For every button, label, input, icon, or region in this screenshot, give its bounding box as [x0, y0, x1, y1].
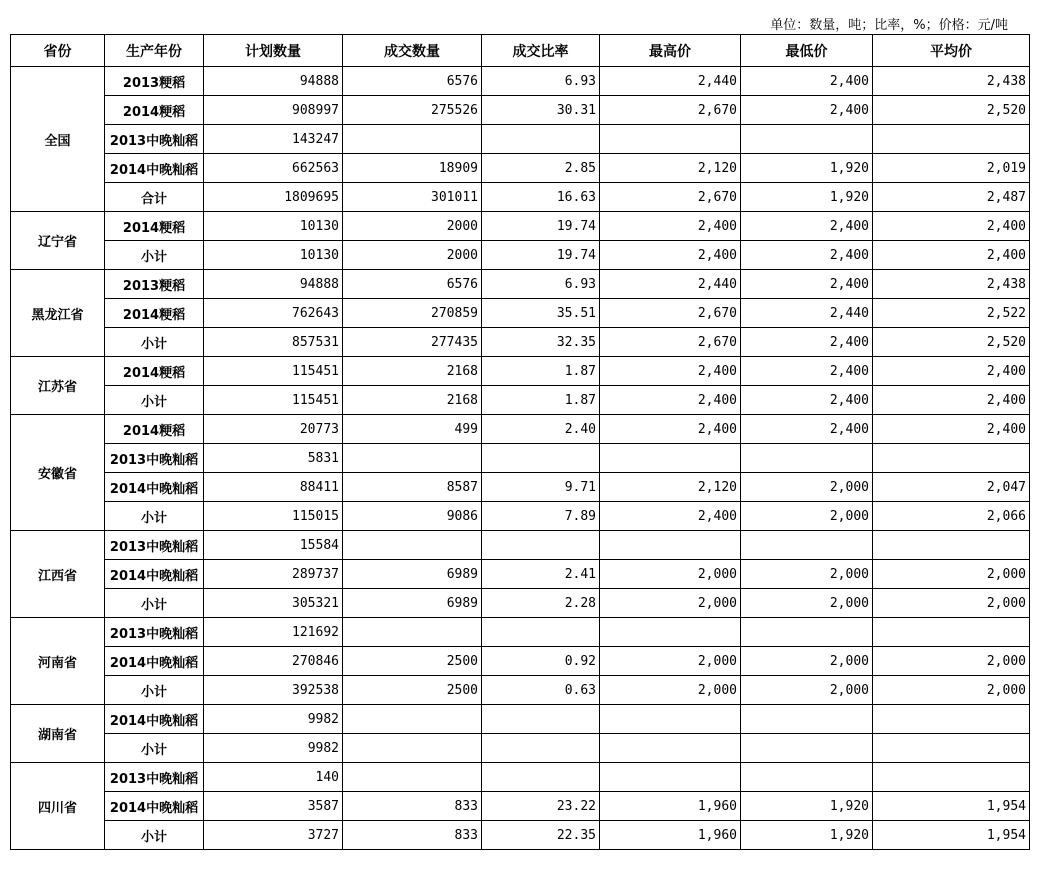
table-row — [11, 647, 1030, 676]
year-cell: 小计 — [105, 676, 204, 705]
table-row — [11, 328, 1030, 357]
trade-ratio-cell: 0.63 — [482, 676, 600, 705]
year-cell: 2013中晚籼稻 — [105, 444, 204, 473]
min-price-cell: 2,000 — [741, 647, 873, 676]
year-cell: 2014中晚籼稻 — [105, 705, 204, 734]
trade-ratio-cell — [482, 734, 600, 763]
table-row — [11, 676, 1030, 705]
planned-qty-cell: 857531 — [204, 328, 343, 357]
min-price-cell — [741, 444, 873, 473]
province-cell: 安徽省 — [11, 415, 105, 531]
avg-price-cell: 2,400 — [873, 386, 1030, 415]
year-cell: 2014粳稻 — [105, 299, 204, 328]
year-cell: 2013粳稻 — [105, 270, 204, 299]
avg-price-cell — [873, 444, 1030, 473]
traded-qty-cell — [343, 618, 482, 647]
max-price-cell — [600, 444, 741, 473]
trade-ratio-cell — [482, 705, 600, 734]
table-row — [11, 821, 1030, 850]
avg-price-cell — [873, 531, 1030, 560]
traded-qty-cell: 277435 — [343, 328, 482, 357]
planned-qty-cell: 15584 — [204, 531, 343, 560]
max-price-cell — [600, 763, 741, 792]
table-row — [11, 415, 1030, 444]
table-row — [11, 270, 1030, 299]
avg-price-cell: 2,522 — [873, 299, 1030, 328]
trade-ratio-cell: 6.93 — [482, 270, 600, 299]
traded-qty-cell — [343, 705, 482, 734]
max-price-cell: 2,400 — [600, 386, 741, 415]
min-price-cell: 2,400 — [741, 386, 873, 415]
province-cell: 江苏省 — [11, 357, 105, 415]
min-price-cell: 2,400 — [741, 212, 873, 241]
planned-qty-cell: 289737 — [204, 560, 343, 589]
min-price-cell — [741, 125, 873, 154]
year-cell: 小计 — [105, 502, 204, 531]
avg-price-cell — [873, 763, 1030, 792]
max-price-cell: 2,400 — [600, 357, 741, 386]
planned-qty-cell: 1809695 — [204, 183, 343, 212]
min-price-cell: 2,000 — [741, 502, 873, 531]
min-price-cell: 2,400 — [741, 415, 873, 444]
traded-qty-cell — [343, 734, 482, 763]
avg-price-cell: 2,438 — [873, 67, 1030, 96]
min-price-cell — [741, 618, 873, 647]
min-price-cell: 2,400 — [741, 241, 873, 270]
table-row — [11, 763, 1030, 792]
year-cell: 2014粳稻 — [105, 96, 204, 125]
province-cell: 全国 — [11, 67, 105, 212]
trade-ratio-cell — [482, 763, 600, 792]
planned-qty-cell: 94888 — [204, 270, 343, 299]
table-row — [11, 444, 1030, 473]
table-row — [11, 705, 1030, 734]
table-row — [11, 212, 1030, 241]
max-price-cell: 1,960 — [600, 792, 741, 821]
table-row — [11, 241, 1030, 270]
avg-price-cell — [873, 125, 1030, 154]
planned-qty-cell: 3727 — [204, 821, 343, 850]
traded-qty-cell — [343, 444, 482, 473]
traded-qty-cell — [343, 763, 482, 792]
auction-results-table — [10, 34, 1030, 850]
unit-note: 单位：数量，吨；比率，%；价格：元/吨 — [770, 18, 1008, 33]
year-cell: 2013中晚籼稻 — [105, 531, 204, 560]
header-year: 生产年份 — [105, 35, 204, 67]
table-body — [11, 67, 1030, 850]
max-price-cell: 2,670 — [600, 299, 741, 328]
avg-price-cell — [873, 705, 1030, 734]
trade-ratio-cell: 35.51 — [482, 299, 600, 328]
traded-qty-cell: 8587 — [343, 473, 482, 502]
trade-ratio-cell: 1.87 — [482, 386, 600, 415]
max-price-cell — [600, 705, 741, 734]
traded-qty-cell: 6989 — [343, 560, 482, 589]
avg-price-cell: 1,954 — [873, 821, 1030, 850]
max-price-cell: 2,670 — [600, 96, 741, 125]
table-header — [11, 35, 1030, 67]
avg-price-cell: 2,400 — [873, 415, 1030, 444]
traded-qty-cell: 833 — [343, 821, 482, 850]
min-price-cell: 2,400 — [741, 328, 873, 357]
min-price-cell: 2,000 — [741, 473, 873, 502]
table-row — [11, 734, 1030, 763]
planned-qty-cell: 5831 — [204, 444, 343, 473]
max-price-cell: 2,400 — [600, 212, 741, 241]
trade-ratio-cell — [482, 444, 600, 473]
avg-price-cell: 2,520 — [873, 328, 1030, 357]
avg-price-cell: 2,000 — [873, 560, 1030, 589]
trade-ratio-cell — [482, 531, 600, 560]
header-min-price: 最低价 — [741, 35, 873, 67]
trade-ratio-cell: 16.63 — [482, 183, 600, 212]
min-price-cell — [741, 531, 873, 560]
trade-ratio-cell: 9.71 — [482, 473, 600, 502]
planned-qty-cell: 115451 — [204, 357, 343, 386]
year-cell: 2014粳稻 — [105, 212, 204, 241]
traded-qty-cell: 301011 — [343, 183, 482, 212]
trade-ratio-cell — [482, 618, 600, 647]
avg-price-cell: 2,520 — [873, 96, 1030, 125]
traded-qty-cell: 2168 — [343, 357, 482, 386]
table-row — [11, 589, 1030, 618]
header-traded-qty: 成交数量 — [343, 35, 482, 67]
province-cell: 湖南省 — [11, 705, 105, 763]
max-price-cell: 2,400 — [600, 415, 741, 444]
min-price-cell: 1,920 — [741, 154, 873, 183]
year-cell: 小计 — [105, 386, 204, 415]
planned-qty-cell: 115015 — [204, 502, 343, 531]
year-cell: 小计 — [105, 241, 204, 270]
year-cell: 小计 — [105, 328, 204, 357]
traded-qty-cell: 6576 — [343, 270, 482, 299]
traded-qty-cell: 2168 — [343, 386, 482, 415]
traded-qty-cell — [343, 125, 482, 154]
max-price-cell: 2,000 — [600, 560, 741, 589]
traded-qty-cell: 275526 — [343, 96, 482, 125]
trade-ratio-cell: 2.41 — [482, 560, 600, 589]
avg-price-cell: 2,438 — [873, 270, 1030, 299]
max-price-cell: 2,000 — [600, 589, 741, 618]
year-cell: 合计 — [105, 183, 204, 212]
header-trade-ratio: 成交比率 — [482, 35, 600, 67]
traded-qty-cell: 2500 — [343, 647, 482, 676]
planned-qty-cell: 392538 — [204, 676, 343, 705]
min-price-cell: 2,000 — [741, 676, 873, 705]
avg-price-cell: 2,000 — [873, 676, 1030, 705]
max-price-cell — [600, 531, 741, 560]
traded-qty-cell: 270859 — [343, 299, 482, 328]
traded-qty-cell: 833 — [343, 792, 482, 821]
planned-qty-cell: 762643 — [204, 299, 343, 328]
table-row — [11, 154, 1030, 183]
min-price-cell — [741, 734, 873, 763]
year-cell: 小计 — [105, 734, 204, 763]
planned-qty-cell: 9982 — [204, 734, 343, 763]
year-cell: 小计 — [105, 821, 204, 850]
avg-price-cell: 2,019 — [873, 154, 1030, 183]
traded-qty-cell: 9086 — [343, 502, 482, 531]
planned-qty-cell: 115451 — [204, 386, 343, 415]
min-price-cell: 2,400 — [741, 96, 873, 125]
avg-price-cell: 2,400 — [873, 212, 1030, 241]
traded-qty-cell — [343, 531, 482, 560]
min-price-cell — [741, 705, 873, 734]
table-row — [11, 386, 1030, 415]
avg-price-cell: 2,000 — [873, 647, 1030, 676]
province-cell: 黑龙江省 — [11, 270, 105, 357]
province-cell: 辽宁省 — [11, 212, 105, 270]
province-cell: 四川省 — [11, 763, 105, 850]
traded-qty-cell: 2500 — [343, 676, 482, 705]
province-cell: 江西省 — [11, 531, 105, 618]
table-row — [11, 792, 1030, 821]
table-row — [11, 67, 1030, 96]
year-cell: 小计 — [105, 589, 204, 618]
avg-price-cell: 2,487 — [873, 183, 1030, 212]
year-cell: 2013中晚籼稻 — [105, 763, 204, 792]
table-row — [11, 502, 1030, 531]
trade-ratio-cell: 30.31 — [482, 96, 600, 125]
avg-price-cell: 2,000 — [873, 589, 1030, 618]
planned-qty-cell: 3587 — [204, 792, 343, 821]
traded-qty-cell: 6576 — [343, 67, 482, 96]
year-cell: 2013中晚籼稻 — [105, 125, 204, 154]
year-cell: 2013中晚籼稻 — [105, 618, 204, 647]
traded-qty-cell: 2000 — [343, 241, 482, 270]
planned-qty-cell: 140 — [204, 763, 343, 792]
trade-ratio-cell: 32.35 — [482, 328, 600, 357]
header-planned-qty: 计划数量 — [204, 35, 343, 67]
trade-ratio-cell: 0.92 — [482, 647, 600, 676]
planned-qty-cell: 908997 — [204, 96, 343, 125]
max-price-cell: 2,120 — [600, 154, 741, 183]
avg-price-cell — [873, 734, 1030, 763]
max-price-cell: 1,960 — [600, 821, 741, 850]
planned-qty-cell: 143247 — [204, 125, 343, 154]
min-price-cell: 2,000 — [741, 589, 873, 618]
max-price-cell: 2,120 — [600, 473, 741, 502]
header-row — [11, 35, 1030, 67]
traded-qty-cell: 18909 — [343, 154, 482, 183]
trade-ratio-cell: 2.28 — [482, 589, 600, 618]
max-price-cell: 2,400 — [600, 241, 741, 270]
year-cell: 2014中晚籼稻 — [105, 560, 204, 589]
trade-ratio-cell: 2.40 — [482, 415, 600, 444]
planned-qty-cell: 88411 — [204, 473, 343, 502]
table-row — [11, 357, 1030, 386]
year-cell: 2014粳稻 — [105, 415, 204, 444]
planned-qty-cell: 10130 — [204, 212, 343, 241]
traded-qty-cell: 499 — [343, 415, 482, 444]
max-price-cell: 2,000 — [600, 676, 741, 705]
trade-ratio-cell: 1.87 — [482, 357, 600, 386]
max-price-cell: 2,440 — [600, 270, 741, 299]
trade-ratio-cell — [482, 125, 600, 154]
avg-price-cell: 2,400 — [873, 241, 1030, 270]
min-price-cell: 2,400 — [741, 270, 873, 299]
province-cell: 河南省 — [11, 618, 105, 705]
table-row — [11, 560, 1030, 589]
table-row — [11, 473, 1030, 502]
traded-qty-cell: 2000 — [343, 212, 482, 241]
trade-ratio-cell: 19.74 — [482, 212, 600, 241]
table-row — [11, 531, 1030, 560]
planned-qty-cell: 662563 — [204, 154, 343, 183]
min-price-cell: 2,000 — [741, 560, 873, 589]
year-cell: 2014中晚籼稻 — [105, 473, 204, 502]
trade-ratio-cell: 6.93 — [482, 67, 600, 96]
year-cell: 2014中晚籼稻 — [105, 792, 204, 821]
table-row — [11, 618, 1030, 647]
year-cell: 2014粳稻 — [105, 357, 204, 386]
trade-ratio-cell: 2.85 — [482, 154, 600, 183]
trade-ratio-cell: 19.74 — [482, 241, 600, 270]
header-province: 省份 — [11, 35, 105, 67]
trade-ratio-cell: 22.35 — [482, 821, 600, 850]
planned-qty-cell: 9982 — [204, 705, 343, 734]
table-row — [11, 183, 1030, 212]
max-price-cell — [600, 734, 741, 763]
header-max-price: 最高价 — [600, 35, 741, 67]
table-row — [11, 96, 1030, 125]
planned-qty-cell: 270846 — [204, 647, 343, 676]
max-price-cell: 2,670 — [600, 328, 741, 357]
planned-qty-cell: 94888 — [204, 67, 343, 96]
avg-price-cell: 2,400 — [873, 357, 1030, 386]
year-cell: 2014中晚籼稻 — [105, 647, 204, 676]
trade-ratio-cell: 23.22 — [482, 792, 600, 821]
trade-ratio-cell: 7.89 — [482, 502, 600, 531]
year-cell: 2013粳稻 — [105, 67, 204, 96]
avg-price-cell: 1,954 — [873, 792, 1030, 821]
min-price-cell: 1,920 — [741, 792, 873, 821]
min-price-cell: 1,920 — [741, 821, 873, 850]
max-price-cell: 2,000 — [600, 647, 741, 676]
table-row — [11, 125, 1030, 154]
min-price-cell — [741, 763, 873, 792]
avg-price-cell — [873, 618, 1030, 647]
table-row — [11, 299, 1030, 328]
min-price-cell: 2,400 — [741, 67, 873, 96]
avg-price-cell: 2,066 — [873, 502, 1030, 531]
min-price-cell: 1,920 — [741, 183, 873, 212]
max-price-cell: 2,400 — [600, 502, 741, 531]
max-price-cell — [600, 125, 741, 154]
planned-qty-cell: 305321 — [204, 589, 343, 618]
avg-price-cell: 2,047 — [873, 473, 1030, 502]
traded-qty-cell: 6989 — [343, 589, 482, 618]
max-price-cell: 2,670 — [600, 183, 741, 212]
min-price-cell: 2,400 — [741, 357, 873, 386]
planned-qty-cell: 20773 — [204, 415, 343, 444]
max-price-cell: 2,440 — [600, 67, 741, 96]
year-cell: 2014中晚籼稻 — [105, 154, 204, 183]
min-price-cell: 2,440 — [741, 299, 873, 328]
max-price-cell — [600, 618, 741, 647]
header-avg-price: 平均价 — [873, 35, 1030, 67]
planned-qty-cell: 121692 — [204, 618, 343, 647]
planned-qty-cell: 10130 — [204, 241, 343, 270]
